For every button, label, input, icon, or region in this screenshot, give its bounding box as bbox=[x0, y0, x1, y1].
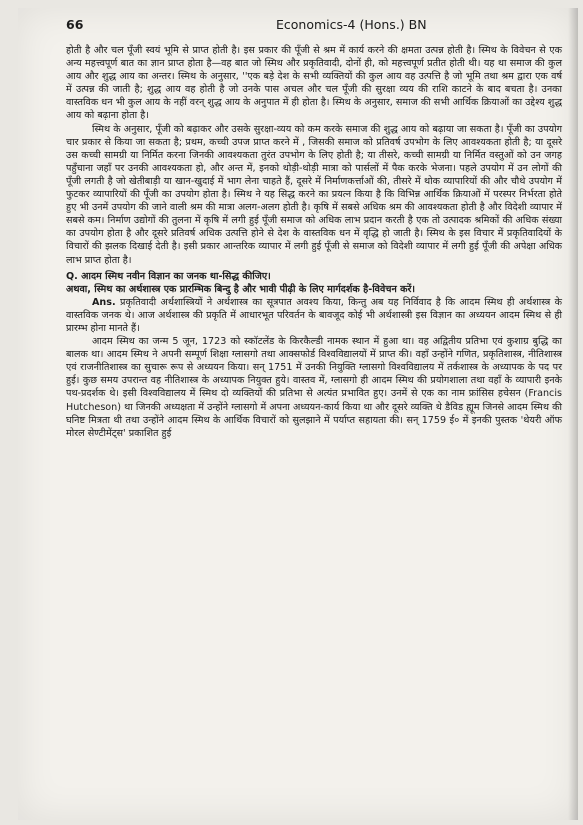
paragraph-2: स्मिथ के अनुसार, पूँजी को बढ़ाकर और उसके सुरक्षा-व्यय को कम करके समाज की शुद्ध आय को बढ़ाया जा सकता है। पूँजी का उपयोग चार प्रकार से किया जा सकता है; प्रथम, कच्ची उपज प्राप्त करने में , जिसकी समाज को प्रतिवर्ष उपभोग के लिए आवश्यकता होती है; या दूसरे उस कच्ची सामग्री या निर्मित करना जिनकी आवश्यकता तुरंत उपभोग के लिए होती है; या तीसरे, कच्ची सामग्री या निर्मित वस्तुओं को उन जगह पहुँचाना जहाँ पर उनकी आवश्यकता हो, और अन्त में, इनको थोड़ी-थोड़ी मात्रा को पार्सलों में पैक करके भेजना। पहले उपयोग में उन लोगों की पूँजी लगती है जो खेतीबाड़ी या खान-खुदाई में भाग लेना चाहते हैं, दूसरे में निर्माणकर्त्ताओं की, तीसरे में थोक व्यापारियों की और चौथे उपयोग में फुटकर व्यापारियों की पूँजी का उपयोग होता है। स्मिथ ने यह सिद्ध करने का प्रयत्न किया है कि विभिन्न आर्थिक क्रियाओं में परस्पर निर्भरता होते हुए भी उनमें उपयोग की जाने वाली श्रम की मात्रा अलग-अलग होती है। कृषि में सबसे अधिक श्रम की आवश्यकता होती है और विदेशी व्यापार में सबसे कम। निर्माण उद्योगों की तुलना में कृषि में लगी हुई पूँजी समाज को अधिक लाभ प्रदान करती है एक तो उत्पादक श्रमिकों की अधिक संख्या का उपयोग होता है और दूसरे प्रतिवर्ष अधिक उत्पत्ति होने से देश के वास्तविक धन में वृद्धि हो जाती है। स्मिथ के इस विचार में प्रकृतिवादियों के विचारों की झलक दिखाई देती है। इसी प्रकार आन्तरिक व्यापार में लगी हुई पूँजी से समाज को विदेशी व्यापार में लगी हुई पूँजी की अपेक्षा अधिक लाभ प्राप्त होता है। bbox=[66, 123, 562, 266]
page-number: 66 bbox=[66, 17, 84, 32]
paragraph-3: आदम स्मिथ का जन्म 5 जून, 1723 को स्कॉटलेंड के किरकैल्डी नामक स्थान में हुआ था। वह अद्वितीय प्रतिभा एवं कुशाग्र बुद्धि का बालक था। आदम स्मिथ ने अपनी सम्पूर्ण शिक्षा ग्लासगो तथा आक्सफोर्ड विश्वविद्यालयों में प्राप्त की। वहाँ उन्होंने गणित, प्रकृतिशास्त्र, नीतिशास्त्र एवं राजनीतिशास्त्र का सुचारू रूप से अध्ययन किया। सन् 1751 में उनकी नियुक्ति ग्लासगो विश्वविद्यालय में तर्कशास्त्र के अध्यापक के पद पर हुई। कुछ समय उपरान्त वह नीतिशास्त्र के अध्यापक नियुक्त हुये। वास्तव में, ग्लासगो ही आदम स्मिथ की प्रयोगशाला तथा वहाँ के व्यापारी इनके पथ-प्रदर्शक थे। इसी विश्वविद्यालय में स्मिथ दो व्यक्तियों की प्रतिभा से अत्यंत प्रभावित हुए। उनमें से एक का नाम फ्रांसिस हचेसन (Francis Hutcheson) था जिनकी अध्यक्षता में उन्होंने ग्लासगो में अपना अध्ययन-कार्य किया था और दूसरे व्यक्ति थे डैविड ह्यूम जिनसे आदम स्मिथ की घनिष्ट मित्रता थी तथा उन्होंने आदम स्मिथ के आर्थिक विचारों को सुलझाने में पर्याप्त सहायता की। सन् 1759 ई० में इनकी पुस्तक 'थेयरी ऑफ मोरल सेण्टीमेंट्स' प्रकाशित हुई bbox=[66, 336, 562, 439]
answer-label: Ans. bbox=[92, 296, 116, 308]
answer-text: प्रकृतिवादी अर्थशास्त्रियों ने अर्थशास्त्र का सूत्रपात अवश्य किया, किन्तु अब यह निर्विवाद है कि आदम स्मिथ ही अर्थशास्त्र के वास्तविक जनक थे। आज अर्थशास्त्र की प्रकृति में आधारभूत परिवर्तन के बावजूद कोई भी अर्थशास्त्री इस विज्ञान का अध्ययन आदम स्मिथ से ही प्रारम्भ होना मानते हैं। bbox=[66, 296, 562, 334]
page-body bbox=[66, 44, 562, 440]
question bbox=[66, 270, 562, 283]
question-alt: अथवा, स्मिथ का अर्थशास्त्र एक प्रारम्भिक बिन्दु है और भावी पीढ़ी के लिए मार्गदर्शक है-विवेचन करें। bbox=[66, 283, 416, 295]
question-label: Q. bbox=[66, 270, 78, 282]
book-page bbox=[18, 8, 578, 820]
question-line-1: आदम स्मिथ नवीन विज्ञान का जनक था-सिद्ध कीजिए। bbox=[81, 270, 271, 282]
paragraph-1: होती है और चल पूँजी स्वयं भूमि से प्राप्त होती है। इस प्रकार की पूँजी से श्रम में कार्य करने की क्षमता उत्पन्न होती है। स्मिथ के विवेचन से एक अन्य महत्त्वपूर्ण बात का ज्ञान प्राप्त होता है—वह बात जो स्मिथ और प्रकृतिवादी, दोनों ही, को महत्त्वपूर्ण प्रतीत होती थी। यह था समाज की कुल आय और शुद्ध आय का अन्तर। स्मिथ के अनुसार, ''एक बड़े देश के सभी व्यक्तियों की कुल आय वह उत्पत्ति है जो भूमि तथा श्रम द्वारा एक वर्ष में उत्पन्न की जाती है; शुद्ध आय वह होती है जो उनके पास अचल और चल पूँजी की सुरक्षा व्यय की राशि काटने के बाद बचता है। उनका वास्तविक धन भी कुल आय के नहीं वरन् शुद्ध आय के अनुपात में ही होता है। स्मिथ के अनुसार, समाज की सभी आर्थिक क्रियाओं का उद्देश्य शुद्ध आय को बढ़ाना होता है। bbox=[66, 45, 562, 122]
running-title: Economics-4 (Hons.) BN bbox=[276, 17, 427, 32]
answer bbox=[66, 296, 562, 335]
page-header bbox=[66, 14, 558, 34]
page-fold-shadow bbox=[568, 8, 578, 820]
